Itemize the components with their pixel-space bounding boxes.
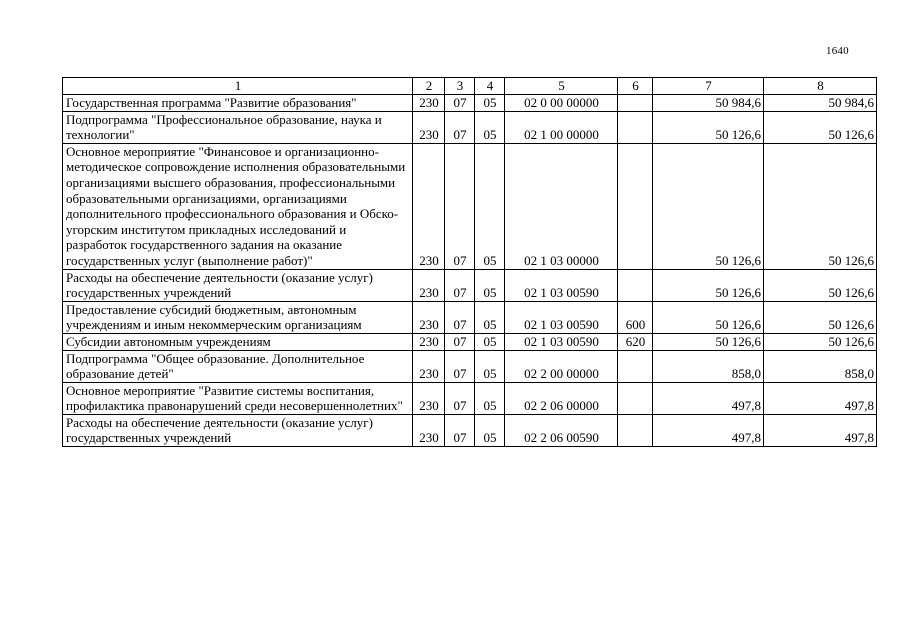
row-name: Основное мероприятие "Финансовое и организационно-методическое сопровождение исполнения образовательными организациями высшего образования, профессиональными образовательными организациями, организациями дополнительного профессионального образования и Обско-угорским институтом прикладных исследований и разработок государственного задания на оказание государственных услуг (выполнение работ)" [63, 143, 413, 269]
row-col3: 07 [445, 414, 475, 446]
table-row [63, 350, 877, 382]
row-col3: 07 [445, 143, 475, 269]
row-col3: 07 [445, 95, 475, 112]
row-col5: 02 2 06 00590 [505, 414, 618, 446]
row-col4: 05 [475, 350, 505, 382]
row-col6: 600 [618, 301, 653, 333]
row-name: Подпрограмма "Профессиональное образование, наука и технологии" [63, 111, 413, 143]
row-col7: 497,8 [653, 382, 764, 414]
row-col7: 50 126,6 [653, 269, 764, 301]
row-col6 [618, 414, 653, 446]
row-col3: 07 [445, 269, 475, 301]
row-col5: 02 1 03 00590 [505, 301, 618, 333]
row-col3: 07 [445, 111, 475, 143]
row-col6 [618, 269, 653, 301]
row-col6 [618, 350, 653, 382]
row-col4: 05 [475, 95, 505, 112]
row-name: Расходы на обеспечение деятельности (оказание услуг) государственных учреждений [63, 269, 413, 301]
row-col8: 497,8 [764, 382, 877, 414]
row-name: Подпрограмма "Общее образование. Дополнительное образование детей" [63, 350, 413, 382]
column-header: 2 [413, 78, 445, 95]
column-header: 1 [63, 78, 413, 95]
row-name: Расходы на обеспечение деятельности (оказание услуг) государственных учреждений [63, 414, 413, 446]
row-col8: 858,0 [764, 350, 877, 382]
row-col6 [618, 382, 653, 414]
row-col2: 230 [413, 111, 445, 143]
row-name: Государственная программа "Развитие образования" [63, 95, 413, 112]
column-header: 7 [653, 78, 764, 95]
row-name: Основное мероприятие "Развитие системы воспитания, профилактика правонарушений среди несовершеннолетних" [63, 382, 413, 414]
column-header: 5 [505, 78, 618, 95]
row-col5: 02 0 00 00000 [505, 95, 618, 112]
row-col2: 230 [413, 350, 445, 382]
row-col2: 230 [413, 333, 445, 350]
row-col7: 858,0 [653, 350, 764, 382]
row-col7: 497,8 [653, 414, 764, 446]
row-name: Субсидии автономным учреждениям [63, 333, 413, 350]
budget-table [62, 77, 877, 447]
row-col5: 02 2 00 00000 [505, 350, 618, 382]
row-col4: 05 [475, 414, 505, 446]
row-col2: 230 [413, 95, 445, 112]
page-number: 1640 [826, 45, 849, 57]
row-col8: 50 126,6 [764, 333, 877, 350]
row-col6 [618, 111, 653, 143]
row-col8: 50 126,6 [764, 111, 877, 143]
row-col3: 07 [445, 333, 475, 350]
column-header: 6 [618, 78, 653, 95]
row-col7: 50 126,6 [653, 143, 764, 269]
row-col6 [618, 95, 653, 112]
row-col3: 07 [445, 350, 475, 382]
row-col5: 02 1 03 00590 [505, 269, 618, 301]
row-col8: 497,8 [764, 414, 877, 446]
column-header: 3 [445, 78, 475, 95]
row-col6: 620 [618, 333, 653, 350]
row-name: Предоставление субсидий бюджетным, автономным учреждениям и иным некоммерческим организациям [63, 301, 413, 333]
table-row [63, 95, 877, 112]
column-header: 8 [764, 78, 877, 95]
table-row [63, 333, 877, 350]
row-col4: 05 [475, 111, 505, 143]
row-col5: 02 1 03 00000 [505, 143, 618, 269]
row-col4: 05 [475, 333, 505, 350]
header-row [63, 78, 877, 95]
row-col5: 02 1 03 00590 [505, 333, 618, 350]
table-row [63, 111, 877, 143]
row-col7: 50 984,6 [653, 95, 764, 112]
row-col2: 230 [413, 382, 445, 414]
row-col3: 07 [445, 382, 475, 414]
row-col4: 05 [475, 382, 505, 414]
row-col2: 230 [413, 269, 445, 301]
row-col7: 50 126,6 [653, 333, 764, 350]
row-col8: 50 984,6 [764, 95, 877, 112]
row-col5: 02 2 06 00000 [505, 382, 618, 414]
row-col2: 230 [413, 414, 445, 446]
column-header: 4 [475, 78, 505, 95]
row-col7: 50 126,6 [653, 301, 764, 333]
row-col3: 07 [445, 301, 475, 333]
row-col7: 50 126,6 [653, 111, 764, 143]
row-col8: 50 126,6 [764, 269, 877, 301]
row-col4: 05 [475, 143, 505, 269]
row-col8: 50 126,6 [764, 301, 877, 333]
row-col5: 02 1 00 00000 [505, 111, 618, 143]
table-row [63, 269, 877, 301]
row-col2: 230 [413, 301, 445, 333]
row-col6 [618, 143, 653, 269]
table-row [63, 143, 877, 269]
row-col4: 05 [475, 301, 505, 333]
row-col8: 50 126,6 [764, 143, 877, 269]
row-col4: 05 [475, 269, 505, 301]
row-col2: 230 [413, 143, 445, 269]
table-row [63, 382, 877, 414]
table-row [63, 301, 877, 333]
table-row [63, 414, 877, 446]
